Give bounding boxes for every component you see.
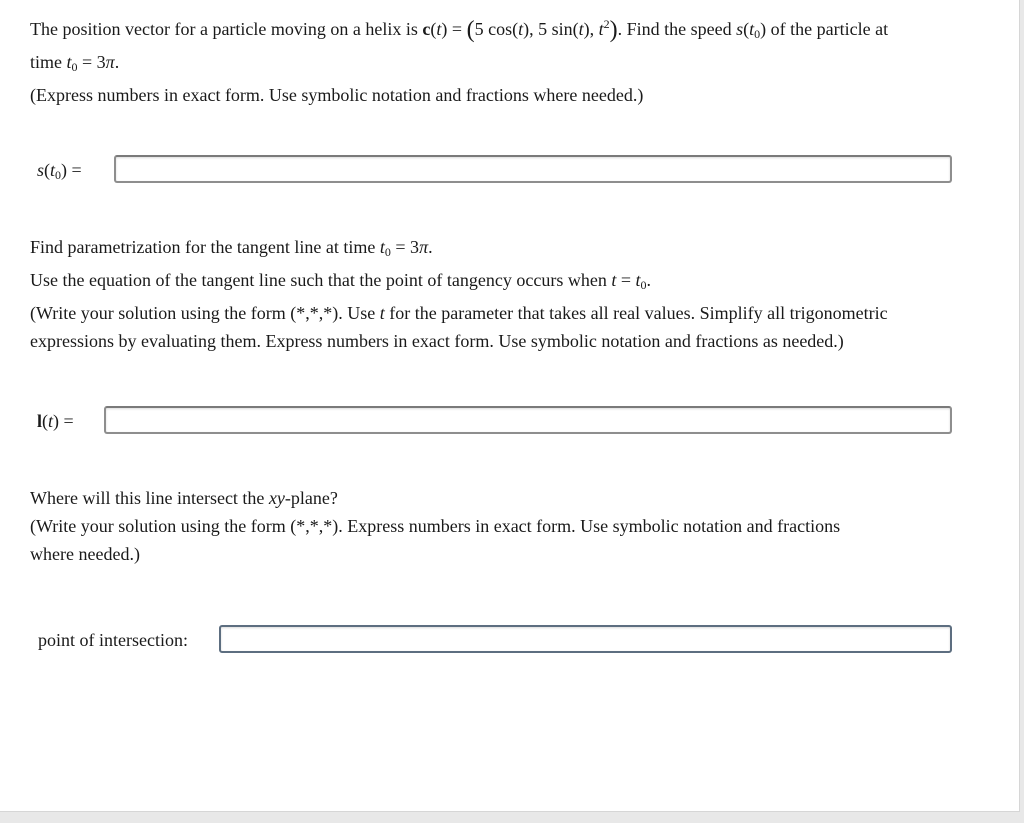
tangent-line-label (37, 409, 74, 433)
speed-label-close: ) = (61, 160, 82, 180)
q1-t-symbol: t (598, 19, 604, 39)
question-1-note: (Express numbers in exact form. Use symbolic notation and fractions where needed.) (30, 85, 644, 105)
q1-right-paren: ) (609, 17, 618, 43)
q2-t0-subscript: 0 (384, 245, 391, 259)
q1-intro-text: The position vector for a particle moving on a helix is (30, 19, 423, 39)
answer-2-row (0, 406, 1019, 436)
question-3-line-3: where needed.) (30, 544, 140, 564)
q1-t-symbol: t (518, 19, 524, 39)
tangent-line-label-l: l (37, 411, 43, 431)
q2-t-symbol: t (611, 270, 617, 290)
q2-period: . (428, 237, 433, 257)
q2-period: . (646, 270, 652, 290)
question-1-text (30, 10, 970, 109)
speed-label-sub: 0 (55, 168, 62, 182)
speed-label-t: t (50, 160, 56, 180)
q1-left-paren: ( (466, 17, 475, 43)
tangent-line-label-open: ( (42, 411, 49, 431)
question-1-line-1: The position vector for a particle moving on a helix is c(t) = (5 cos(t), 5 sin(t), $t^2$). Find the speed $s(t_0)$ of the particle at (30, 17, 889, 43)
q1-period: . (114, 52, 120, 72)
question-3-line-1 (30, 484, 970, 512)
q1-equals: = (447, 19, 467, 39)
question-1-line-2 (30, 48, 970, 81)
q2-t0-symbol: t (635, 270, 641, 290)
answer-1-row (0, 155, 1019, 185)
question-3-line-2: (Write your solution using the form (*,*,*). Express numbers in exact form. Use symbolic notation and fractions (30, 516, 841, 536)
q1-exponent: 2 (603, 17, 610, 31)
tangent-line-input[interactable] (104, 406, 952, 434)
question-2-text (30, 233, 970, 355)
q1-time-text: time (30, 52, 67, 72)
q2-t0-subscript: 0 (640, 278, 647, 292)
q1-find-speed-text: . Find the speed (617, 19, 737, 39)
q1-t-symbol: t (436, 19, 442, 39)
question-2-line-3 (30, 299, 970, 327)
q3-xy-symbol: xy (268, 488, 285, 508)
q1-pi-symbol: π (105, 52, 115, 72)
q1-t0-symbol: t (749, 19, 755, 39)
intersection-label: point of intersection: (38, 630, 188, 650)
q1-component-1: 5 cos( (474, 19, 519, 39)
q2-equals: = (616, 270, 636, 290)
question-2-line-1 (30, 233, 970, 266)
q1-t0-subscript: 0 (754, 27, 761, 41)
speed-label-s: s (37, 160, 45, 180)
q1-component-2: ), 5 sin( (523, 19, 579, 39)
tangent-line-label-close: ) = (53, 411, 74, 431)
q2-intro-text: Find parametrization for the tangent line at time (30, 237, 380, 257)
speed-label (37, 158, 82, 187)
intersection-input[interactable] (219, 625, 952, 653)
speed-label-open: ( (44, 160, 51, 180)
q2-t0-symbol: t (379, 237, 385, 257)
tangent-line-label-t: t (48, 411, 54, 431)
question-2-line-2 (30, 266, 970, 299)
q2-tangency-text: Use the equation of the tangent line such that the point of tangency occurs when (30, 270, 612, 290)
answer-3-row (0, 625, 1019, 655)
question-3-text (30, 484, 970, 568)
q2-parameter-text: for the parameter that takes all real values. Simplify all trigonometric (384, 303, 888, 323)
q1-c-symbol: c (422, 19, 431, 39)
q1-component-3: ), (583, 19, 599, 39)
q1-particle-text: of the particle at (766, 19, 889, 39)
q2-pi-symbol: π (419, 237, 429, 257)
q1-t0-symbol: t (66, 52, 72, 72)
q3-intro-text: Where will this line intersect the (30, 488, 269, 508)
q2-form-text: (Write your solution using the form (*,*,*). Use (30, 303, 380, 323)
q2-time-value: = 3 (390, 237, 420, 257)
q2-parameter-symbol: t (379, 303, 385, 323)
q1-t0-subscript: 0 (71, 60, 78, 74)
q1-t-symbol: t (578, 19, 584, 39)
q1-time-value: = 3 (77, 52, 106, 72)
speed-input[interactable] (114, 155, 952, 183)
question-2-line-4: expressions by evaluating them. Express numbers in exact form. Use symbolic notation and fractions as needed.) (30, 331, 844, 351)
q1-s-symbol: s (736, 19, 744, 39)
q3-plane-text: -plane? (284, 488, 338, 508)
